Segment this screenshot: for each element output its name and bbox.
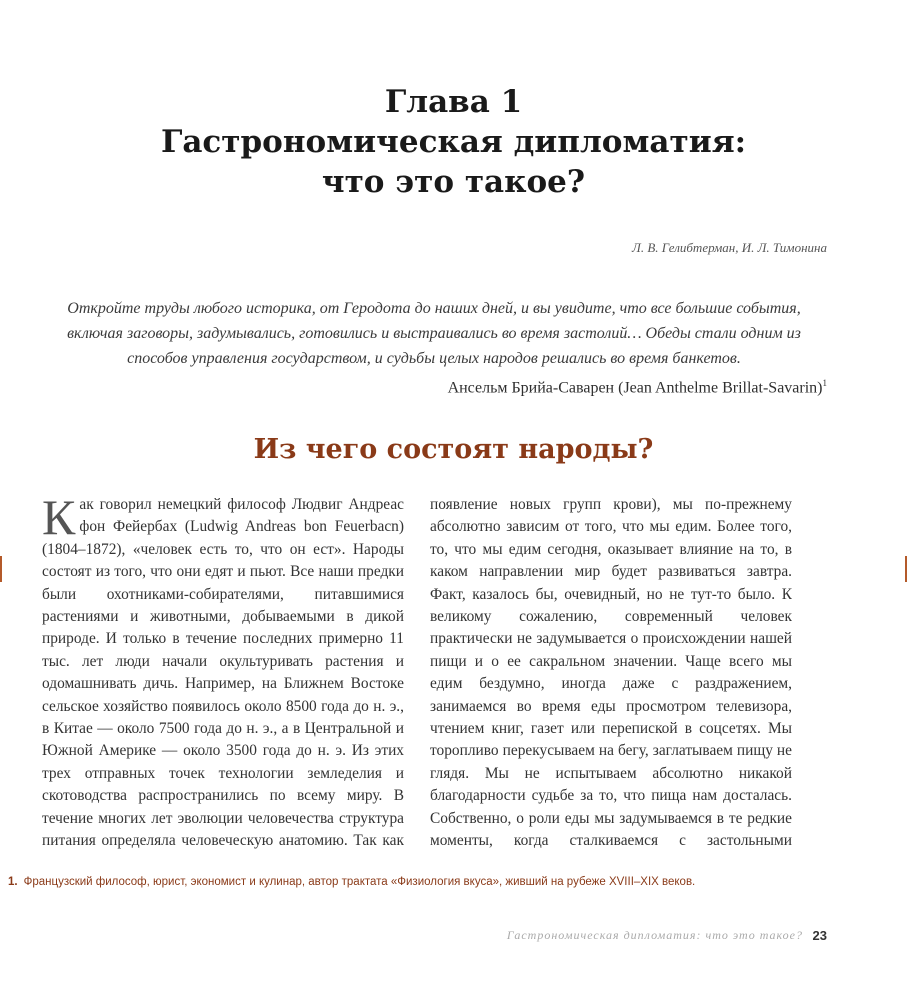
chapter-title-line-2: что это такое? xyxy=(321,164,586,200)
page-number: 23 xyxy=(812,928,827,943)
epigraph-author: Ансельм Брийа-Саварен (Jean Anthelme Brillat-Savarin) xyxy=(447,379,823,397)
footnote xyxy=(8,876,695,888)
epigraph-text: Откройте труды любого историка, от Геродота до наших дней, и вы увидите, что все большие события, включая заговоры, задумывались, готовились и выстраивались во время застолий… Обеды стали одним из способов управления государством, и судьбы целых народов решались во время банкетов. xyxy=(67,300,801,367)
chapter-title xyxy=(0,82,907,202)
footnote-ref[interactable]: 1 xyxy=(822,378,827,388)
footnote-number: 1. xyxy=(8,876,18,888)
chapter-title-line-1: Гастрономическая дипломатия: xyxy=(160,124,747,160)
body-column-right: появление новых групп крови), мы по-прежнему абсолютно зависим от того, что мы едим. Более того, то, что мы едим сегодня, оказывает влияние на то, в каком направлении мир будет развиваться завтра. Факт, казалось бы, очевидный, но не тут-то было. К великому сожалению, современный человек практически не задумывается о происхождении нашей пищи и о ее сакральном значении. Чаще всего мы едим бездумно, иногда даже с раздражением, занимаемся во время еды просмотром телевизора, чтением книг, газет или перепиской в соцсетях. Мы торопливо перекусываем на бегу, заглатываем пищу не глядя. Мы не испытываем абсолютно никакой благодарности судьбе за то, что пища нам досталась. Собственно, о роли еды мы задумываемся в те редкие моменты, когда сталкиваемся с застольными xyxy=(430,496,792,850)
footnote-text: Французский философ, юрист, экономист и кулинар, автор трактата «Физиология вкуса», живший на рубеже XVIII–XIX веков. xyxy=(23,876,696,888)
authors: Л. В. Гелибтерман, И. Л. Тимонина xyxy=(632,240,827,255)
running-title: Гастрономическая дипломатия: что это такое? xyxy=(506,928,803,942)
left-column-text: ак говорил немецкий философ Людвиг Андреас фон Фейербах (Ludwig Andreas bon Feuerbacn) (1804–1872), «человек есть то, что он ест». Народы состоят из того, что они едят и пьют. Все наши предки были охотниками-собирателями, питавшимися растениями и животными, добываемыми в дикой природе. И только в течение последних примерно 11 тыс. лет люди начали окультуривать растения и одомашнивать дичь. Например, на Ближнем Востоке сельское хозяйство появилось около 8500 года до н. э., в Китае — около 7500 года до н. э., а в Центральной и Южной Америке — около 3500 года до н. э. Из этих трех отправных точек технологии земледелия и скотоводства распространились по всему миру. В течение многих лет эволюции человечества структура питания определяла человеческую анатомию. Так как xyxy=(42,496,404,850)
section-title: Из чего состоят народы? xyxy=(253,434,654,465)
chapter-number: Глава 1 xyxy=(384,84,523,120)
epigraph-source xyxy=(448,378,827,397)
body-column-left xyxy=(42,494,404,854)
drop-cap: К xyxy=(42,494,76,545)
margin-mark-left xyxy=(0,556,2,582)
